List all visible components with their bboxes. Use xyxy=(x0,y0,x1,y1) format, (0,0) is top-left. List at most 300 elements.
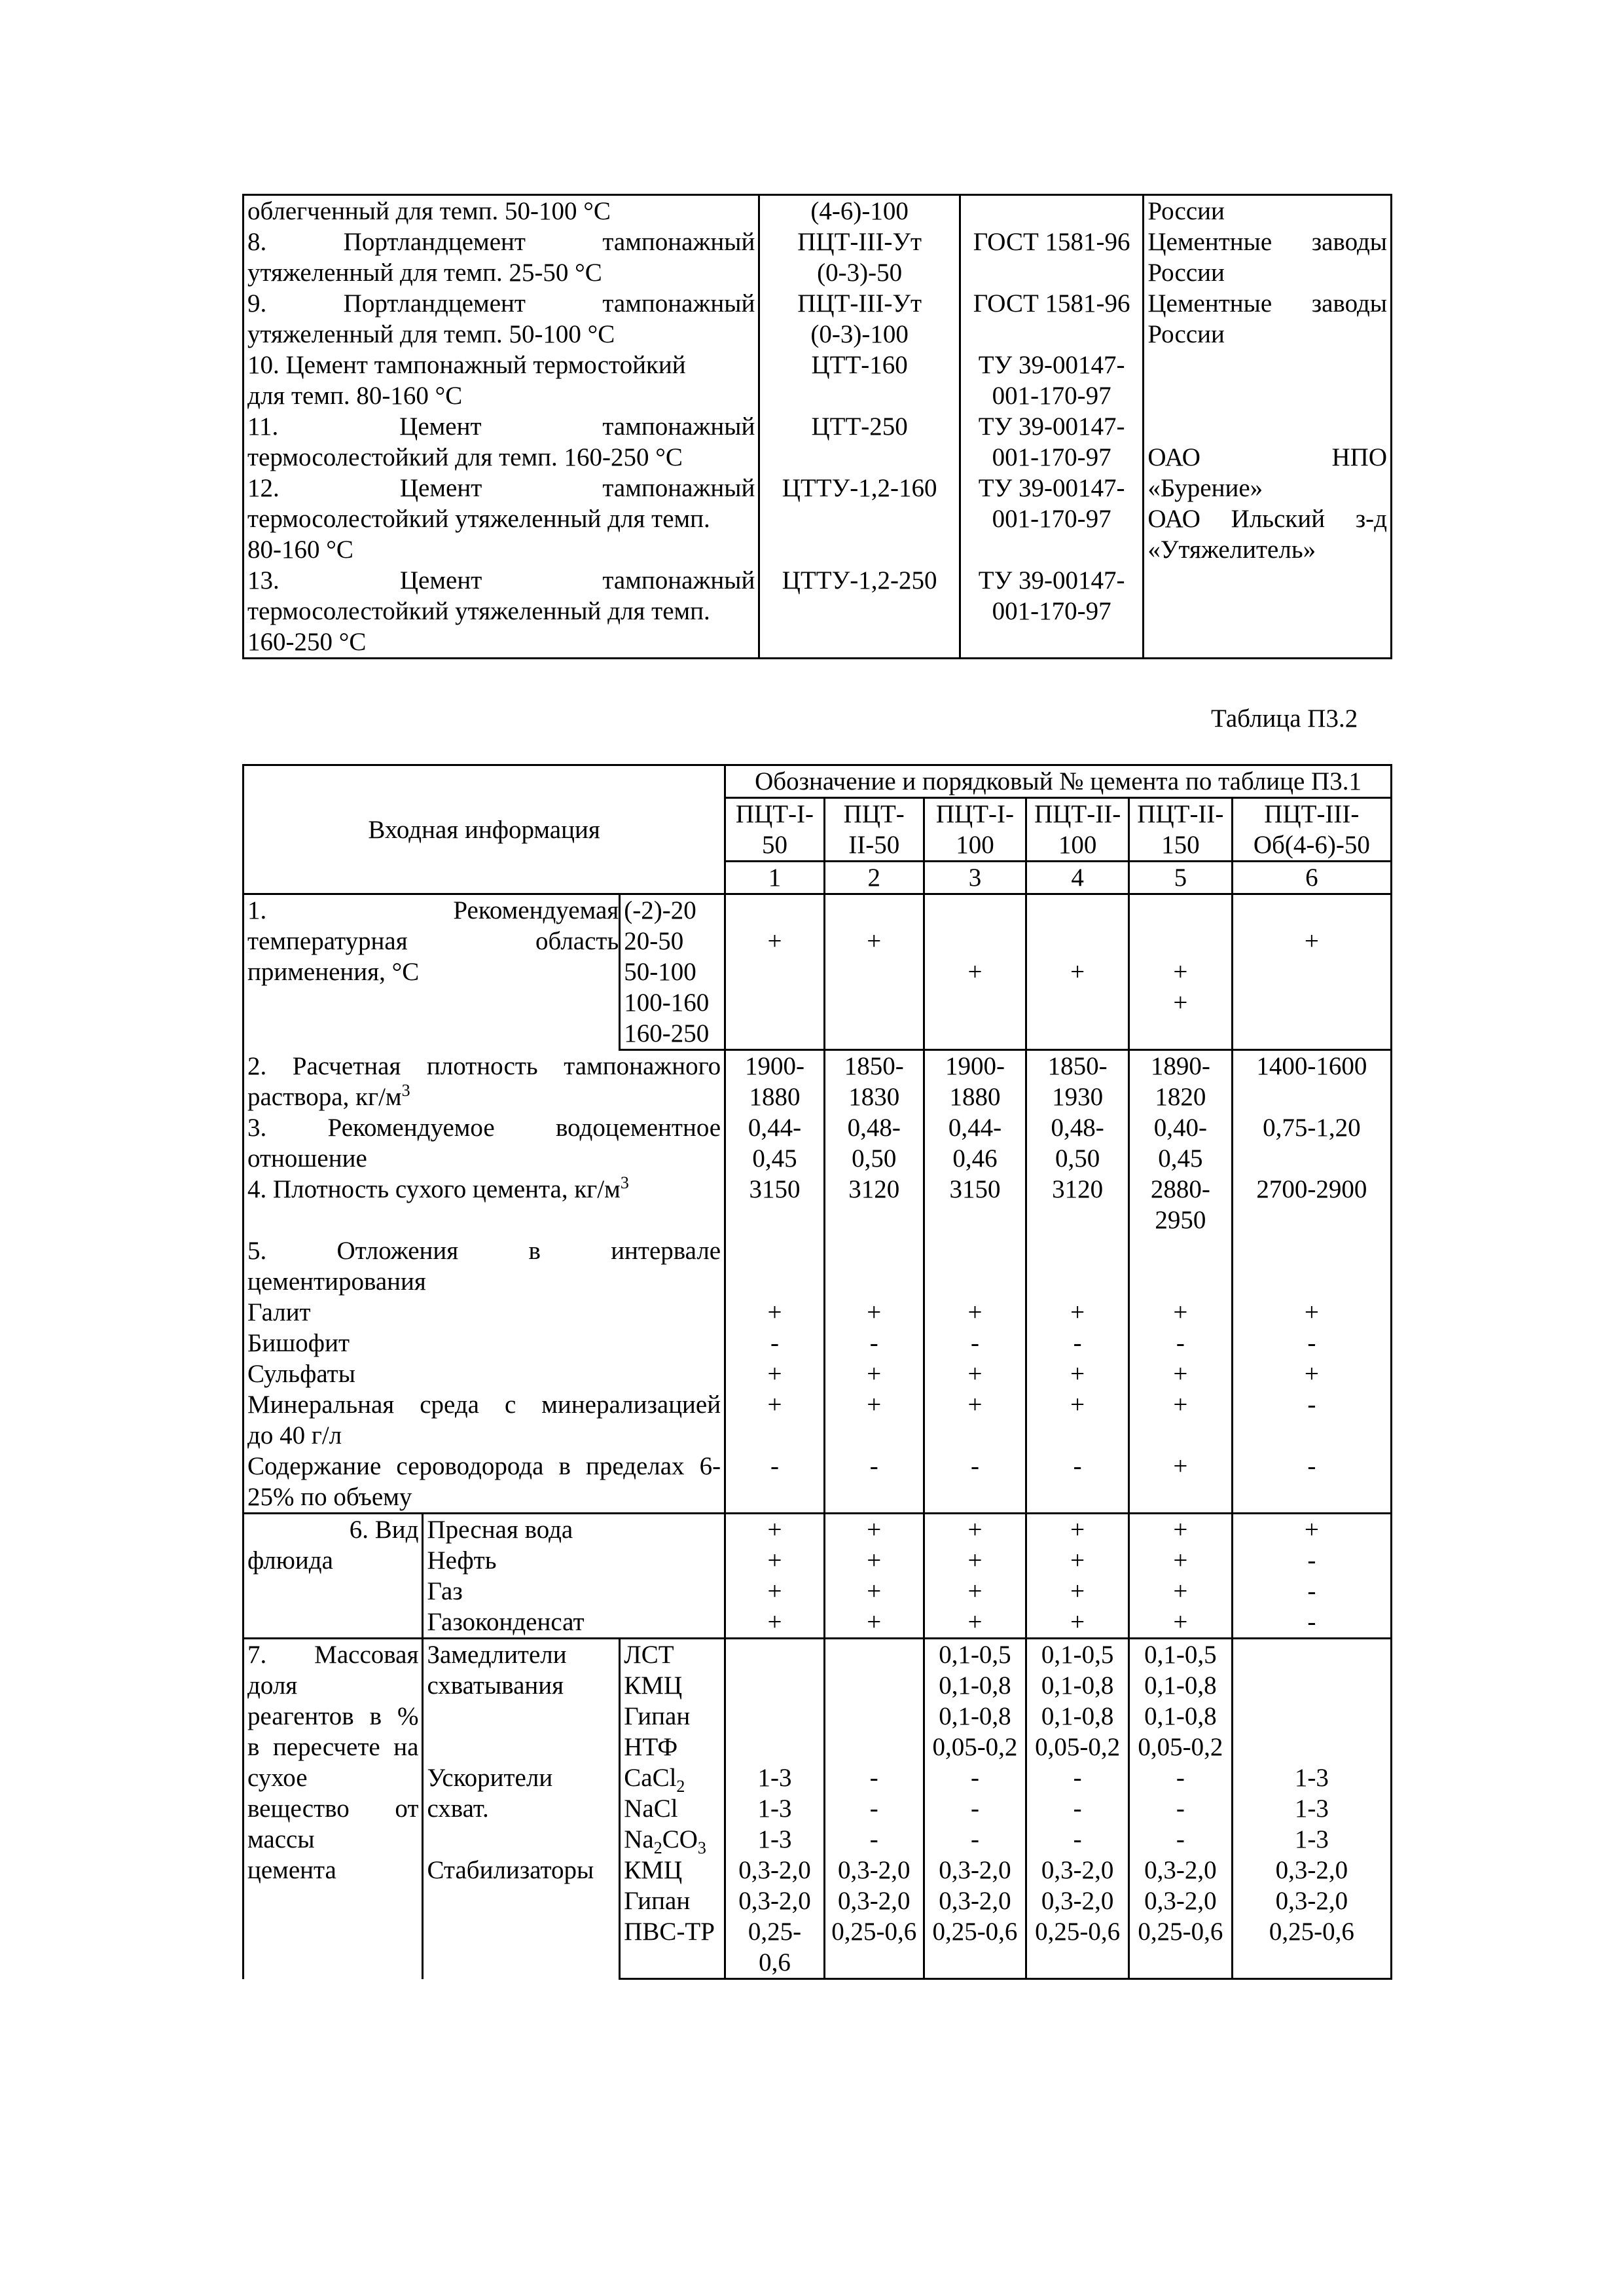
cement-header: Об(4-6)-50 xyxy=(1232,829,1391,862)
value-cell xyxy=(1026,1205,1129,1235)
subscript: 2 xyxy=(676,1776,685,1796)
cement-name: 160-250 °С xyxy=(244,627,759,659)
deposit-type xyxy=(244,1297,725,1328)
superscript: 3 xyxy=(401,1081,410,1100)
value-cell xyxy=(824,1701,924,1732)
value-cell: + xyxy=(824,1576,924,1607)
cement-header: ПЦТ- xyxy=(824,798,924,830)
subscript: 3 xyxy=(697,1838,706,1857)
value-cell xyxy=(1129,894,1233,926)
table-row xyxy=(244,1389,1392,1451)
fluid-type: Газ xyxy=(423,1576,725,1607)
value-cell xyxy=(824,894,924,926)
cement-code: ЦТТУ-1,2-250 xyxy=(759,565,960,596)
value-cell xyxy=(924,926,1026,957)
table-row xyxy=(244,627,1392,659)
value-cell: - xyxy=(1232,1545,1391,1576)
cement-maker: России xyxy=(1144,319,1392,350)
value-cell: - xyxy=(1232,1607,1391,1639)
table-row xyxy=(244,257,1392,288)
value-cell: 1-3 xyxy=(725,1762,825,1793)
value-cell: 1850- xyxy=(1026,1050,1129,1082)
value-cell: 2880- xyxy=(1129,1174,1233,1205)
cement-selection-table xyxy=(242,764,1392,1980)
table-row xyxy=(244,1174,1392,1205)
value-cell: 0,25-0,6 xyxy=(924,1916,1026,1947)
value-cell xyxy=(1232,1082,1391,1112)
value-cell: + xyxy=(725,1545,825,1576)
value-cell: + xyxy=(1232,1358,1391,1389)
cement-maker: России xyxy=(1144,257,1392,288)
value-cell: + xyxy=(725,1389,825,1451)
value-cell: 0,3-2,0 xyxy=(725,1886,825,1916)
value-cell: 1-3 xyxy=(1232,1762,1391,1793)
cement-code: ПЦТ-III-Ут xyxy=(759,227,960,257)
table-row xyxy=(244,319,1392,350)
label-line: 2. Расчетная плотность тампонажного xyxy=(247,1052,721,1080)
value-cell: 0,05-0,2 xyxy=(1129,1732,1233,1762)
value-cell: 0,40- xyxy=(1129,1112,1233,1143)
temperature-range: (-2)-20 xyxy=(620,894,725,926)
value-cell: - xyxy=(824,1451,924,1514)
label-line: применения, °С xyxy=(247,958,420,986)
value-cell xyxy=(1026,1235,1129,1297)
label-line: 3. Рекомендуемое водоцементное xyxy=(247,1114,721,1142)
cement-maker: ОАО НПО xyxy=(1144,442,1392,473)
value-cell: 1850- xyxy=(824,1050,924,1082)
cement-standard: ТУ 39-00147- xyxy=(960,350,1143,380)
value-cell: 0,3-2,0 xyxy=(824,1886,924,1916)
value-cell: 1-3 xyxy=(725,1824,825,1855)
value-cell: 0,3-2,0 xyxy=(1232,1886,1391,1916)
value-cell: 2950 xyxy=(1129,1205,1233,1235)
value-cell xyxy=(1026,894,1129,926)
input-header: Входная информация xyxy=(244,765,725,894)
value-cell: - xyxy=(824,1762,924,1793)
reagent-text: Na xyxy=(624,1825,654,1853)
group-header: Обозначение и порядковый № цемента по таблице П3.1 xyxy=(725,765,1392,798)
value-cell xyxy=(725,1732,825,1762)
cement-maker xyxy=(1144,380,1392,411)
value-cell xyxy=(725,1018,825,1050)
deposit-type xyxy=(244,1328,725,1358)
value-cell: + xyxy=(924,1358,1026,1389)
value-cell xyxy=(1232,1947,1391,1979)
cement-maker xyxy=(1144,565,1392,596)
cement-code xyxy=(759,503,960,534)
value-cell: - xyxy=(1026,1793,1129,1824)
cement-name: 11. Цемент тампонажный xyxy=(244,411,759,442)
cement-name: термосолестойкий утяжеленный для темп. xyxy=(244,503,759,534)
cement-maker xyxy=(1144,350,1392,380)
value-cell xyxy=(725,1235,825,1297)
value-cell: 3150 xyxy=(924,1174,1026,1205)
value-cell: - xyxy=(824,1793,924,1824)
temperature-range: 50-100 xyxy=(620,957,725,987)
value-cell: + xyxy=(924,1607,1026,1639)
value-cell xyxy=(725,1639,825,1671)
cement-maker xyxy=(1144,627,1392,659)
value-cell: + xyxy=(1026,1297,1129,1328)
cement-code: (0-3)-100 xyxy=(759,319,960,350)
reagent-name: КМЦ xyxy=(620,1855,725,1886)
value-cell: 0,1-0,5 xyxy=(1129,1639,1233,1671)
value-cell xyxy=(824,1205,924,1235)
cement-code: ПЦТ-III-Ут xyxy=(759,288,960,319)
cement-standard: ГОСТ 1581-96 xyxy=(960,227,1143,257)
value-cell: - xyxy=(1129,1824,1233,1855)
cement-name: утяжеленный для темп. 50-100 °С xyxy=(244,319,759,350)
value-cell xyxy=(1232,894,1391,926)
label-line: цемента xyxy=(247,1856,336,1884)
value-cell: - xyxy=(924,1793,1026,1824)
cement-name: 12. Цемент тампонажный xyxy=(244,473,759,503)
value-cell: + xyxy=(824,1389,924,1451)
cement-standard xyxy=(960,534,1143,565)
cement-standard: 001-170-97 xyxy=(960,380,1143,411)
cement-standard: 001-170-97 xyxy=(960,596,1143,627)
reagent-group xyxy=(423,1639,620,1763)
value-cell xyxy=(824,1670,924,1701)
cement-header: ПЦТ-I- xyxy=(924,798,1026,830)
reagent-name: ПВС-ТР xyxy=(620,1916,725,1947)
value-cell: - xyxy=(924,1762,1026,1793)
value-cell xyxy=(924,1018,1026,1050)
table-row xyxy=(244,534,1392,565)
value-cell: - xyxy=(924,1451,1026,1514)
label-line: 4. Плотность сухого цемента, $кг/м^3$ xyxy=(247,1173,629,1203)
label-line: отношение xyxy=(247,1144,367,1173)
value-cell: 0,1-0,8 xyxy=(1129,1701,1233,1732)
cement-standard xyxy=(960,627,1143,659)
value-cell: 0,1-0,8 xyxy=(1026,1701,1129,1732)
reagent-text: CO xyxy=(662,1825,698,1853)
value-cell: - xyxy=(1232,1389,1391,1451)
cement-header: 150 xyxy=(1129,829,1233,862)
value-cell: 2700-2900 xyxy=(1232,1174,1391,1205)
value-cell: + xyxy=(1129,1576,1233,1607)
table-row xyxy=(244,1451,1392,1514)
label-line: вещество от xyxy=(247,1795,419,1823)
table-row xyxy=(244,1328,1392,1358)
table-row xyxy=(244,1358,1392,1389)
value-cell: 0,25-0,6 xyxy=(1129,1916,1233,1947)
value-cell xyxy=(824,957,924,987)
value-cell: 0,75-1,20 xyxy=(1232,1112,1391,1143)
reagent-name: НТФ xyxy=(620,1732,725,1762)
value-cell xyxy=(1232,1205,1391,1235)
value-cell: + xyxy=(924,1297,1026,1328)
value-cell: - xyxy=(1026,1824,1129,1855)
label-line: Замедлители xyxy=(427,1641,567,1669)
table-row xyxy=(244,565,1392,596)
value-cell: 0,3-2,0 xyxy=(924,1855,1026,1886)
value-cell: + xyxy=(1026,1389,1129,1451)
cement-header: ПЦТ-III- xyxy=(1232,798,1391,830)
table-row xyxy=(244,1050,1392,1082)
value-cell xyxy=(1232,1018,1391,1050)
value-cell: 3150 xyxy=(725,1174,825,1205)
value-cell: + xyxy=(725,1358,825,1389)
label-line: Сульфаты xyxy=(247,1360,355,1388)
cement-name: термосолестойкий утяжеленный для темп. xyxy=(244,596,759,627)
value-cell xyxy=(1232,1143,1391,1174)
fluid-label xyxy=(244,1514,423,1639)
table-row xyxy=(244,350,1392,380)
cement-header: II-50 xyxy=(824,829,924,862)
value-cell xyxy=(1232,957,1391,987)
value-cell: - xyxy=(1129,1762,1233,1793)
value-cell xyxy=(1026,1018,1129,1050)
value-cell: 0,25- xyxy=(725,1916,825,1947)
fluid-type: Нефть xyxy=(423,1545,725,1576)
value-cell: + xyxy=(1129,987,1233,1018)
value-cell xyxy=(725,1670,825,1701)
cement-standard xyxy=(960,319,1143,350)
value-cell xyxy=(725,987,825,1018)
value-cell: + xyxy=(1129,1451,1233,1514)
value-cell: 0,25-0,6 xyxy=(1026,1916,1129,1947)
value-cell: 1900- xyxy=(924,1050,1026,1082)
value-cell xyxy=(924,987,1026,1018)
label-line: доля xyxy=(247,1671,298,1700)
value-cell: + xyxy=(725,1576,825,1607)
value-cell xyxy=(824,1018,924,1050)
value-cell: 1400-1600 xyxy=(1232,1050,1391,1082)
value-cell: 0,50 xyxy=(824,1143,924,1174)
value-cell: 1-3 xyxy=(725,1793,825,1824)
label-line: 1. Рекомендуемая xyxy=(247,896,619,924)
cement-standard: ТУ 39-00147- xyxy=(960,411,1143,442)
label-line: Стабилизаторы xyxy=(427,1856,594,1884)
value-cell: 1880 xyxy=(725,1082,825,1112)
cement-code: ЦТТ-250 xyxy=(759,411,960,442)
value-cell: + xyxy=(725,1514,825,1546)
label-line: Ускорители xyxy=(427,1764,553,1792)
value-cell: 1820 xyxy=(1129,1082,1233,1112)
value-cell: - xyxy=(1026,1762,1129,1793)
cement-number: 3 xyxy=(924,862,1026,894)
table-row xyxy=(244,894,1392,926)
value-cell: 3120 xyxy=(1026,1174,1129,1205)
cement-header: 100 xyxy=(924,829,1026,862)
table-row xyxy=(244,596,1392,627)
cement-code: ЦТТ-160 xyxy=(759,350,960,380)
subscript: 2 xyxy=(653,1838,662,1857)
value-cell xyxy=(1129,1947,1233,1979)
value-cell: + xyxy=(1026,1545,1129,1576)
cement-code xyxy=(759,442,960,473)
cement-name: 8. Портландцемент тампонажный xyxy=(244,227,759,257)
cement-maker: ОАО Ильский з-д xyxy=(1144,503,1392,534)
cement-standard xyxy=(960,257,1143,288)
value-cell xyxy=(1026,1947,1129,1979)
value-cell: 0,3-2,0 xyxy=(1232,1855,1391,1886)
label-line: массы xyxy=(247,1825,315,1853)
value-cell: - xyxy=(1129,1793,1233,1824)
table-row xyxy=(244,503,1392,534)
cement-code: (4-6)-100 xyxy=(759,195,960,227)
value-cell xyxy=(1026,987,1129,1018)
value-cell xyxy=(1232,1732,1391,1762)
value-cell: + xyxy=(1129,1297,1233,1328)
cement-name: 10. Цемент тампонажный термостойкий xyxy=(244,350,759,380)
value-cell: + xyxy=(1232,926,1391,957)
value-cell: 0,3-2,0 xyxy=(1026,1886,1129,1916)
value-cell: - xyxy=(924,1328,1026,1358)
cement-name: 9. Портландцемент тампонажный xyxy=(244,288,759,319)
cement-name: облегченный для темп. 50-100 °С xyxy=(244,195,759,227)
value-cell: 0,1-0,5 xyxy=(924,1639,1026,1671)
fluid-type: Пресная вода xyxy=(423,1514,725,1546)
label-line: 6. Вид xyxy=(349,1516,419,1544)
value-cell: + xyxy=(1129,1514,1233,1546)
value-cell: 0,05-0,2 xyxy=(924,1732,1026,1762)
value-cell: 1900- xyxy=(725,1050,825,1082)
value-cell: + xyxy=(1026,1514,1129,1546)
value-cell: + xyxy=(924,1389,1026,1451)
value-cell: + xyxy=(1129,1358,1233,1389)
value-cell: 0,46 xyxy=(924,1143,1026,1174)
value-cell: 0,48- xyxy=(1026,1112,1129,1143)
value-cell xyxy=(1232,1235,1391,1297)
table-row xyxy=(244,288,1392,319)
value-cell: + xyxy=(824,1358,924,1389)
cement-header: ПЦТ-II- xyxy=(1026,798,1129,830)
value-cell xyxy=(725,894,825,926)
value-cell: 0,45 xyxy=(1129,1143,1233,1174)
cement-code xyxy=(759,596,960,627)
value-cell: - xyxy=(725,1451,825,1514)
cement-code xyxy=(759,534,960,565)
table-row xyxy=(244,411,1392,442)
value-cell: 0,1-0,8 xyxy=(924,1670,1026,1701)
cement-name: термосолестойкий для темп. 160-250 °С xyxy=(244,442,759,473)
value-cell: - xyxy=(1026,1451,1129,1514)
table-row xyxy=(244,380,1392,411)
cement-maker: «Утяжелитель» xyxy=(1144,534,1392,565)
value-cell: + xyxy=(1232,1514,1391,1546)
label-line: в пересчете на xyxy=(247,1733,419,1761)
cement-header: 50 xyxy=(725,829,825,862)
value-cell: + xyxy=(924,957,1026,987)
label-line: 7. Массовая xyxy=(247,1641,419,1669)
value-cell: + xyxy=(824,1297,924,1328)
value-cell: - xyxy=(1232,1451,1391,1514)
value-cell xyxy=(824,1732,924,1762)
reagent-group xyxy=(423,1855,620,1979)
value-cell: 0,05-0,2 xyxy=(1026,1732,1129,1762)
deposit-type xyxy=(244,1358,725,1389)
table-row xyxy=(244,1112,1392,1143)
value-cell: 0,3-2,0 xyxy=(1129,1886,1233,1916)
value-cell: 0,45 xyxy=(725,1143,825,1174)
table-row xyxy=(244,473,1392,503)
cement-standard: 001-170-97 xyxy=(960,442,1143,473)
value-cell: 1-3 xyxy=(1232,1793,1391,1824)
label-line: Содержание сероводорода в пределах 6- xyxy=(247,1452,721,1480)
value-cell: 0,50 xyxy=(1026,1143,1129,1174)
value-cell: + xyxy=(1026,1358,1129,1389)
label-line: сухое xyxy=(247,1764,308,1792)
reagent-name: КМЦ xyxy=(620,1670,725,1701)
table-row xyxy=(244,1514,1392,1546)
mass-fraction-label xyxy=(244,1639,423,1979)
label-line: реагентов в % xyxy=(247,1702,419,1730)
label-line: до 40 г/л xyxy=(247,1421,342,1449)
reagent-name: Гипан xyxy=(620,1886,725,1916)
value-cell: - xyxy=(1026,1328,1129,1358)
value-cell: + xyxy=(924,1545,1026,1576)
fluid-type: Газоконденсат xyxy=(423,1607,725,1639)
value-cell: 1880 xyxy=(924,1082,1026,1112)
cement-number: 6 xyxy=(1232,862,1391,894)
value-cell: + xyxy=(1026,1576,1129,1607)
table-caption: Таблица П3.2 xyxy=(1211,704,1358,733)
value-cell xyxy=(1129,926,1233,957)
cement-maker xyxy=(1144,411,1392,442)
cement-maker: «Бурение» xyxy=(1144,473,1392,503)
value-cell: + xyxy=(725,1607,825,1639)
cement-name: для темп. 80-160 °С xyxy=(244,380,759,411)
value-cell xyxy=(1232,1639,1391,1671)
value-cell: - xyxy=(824,1824,924,1855)
value-cell: 0,3-2,0 xyxy=(725,1855,825,1886)
reagent-name xyxy=(620,1947,725,1979)
value-cell: 0,48- xyxy=(824,1112,924,1143)
value-cell xyxy=(924,1205,1026,1235)
value-cell xyxy=(824,987,924,1018)
value-cell xyxy=(824,1235,924,1297)
value-cell: - xyxy=(824,1328,924,1358)
label-line: схват. xyxy=(427,1795,489,1823)
cement-maker xyxy=(1144,596,1392,627)
cement-code: (0-3)-50 xyxy=(759,257,960,288)
value-cell xyxy=(725,1205,825,1235)
value-cell: + xyxy=(824,926,924,957)
value-cell: 0,1-0,8 xyxy=(1026,1670,1129,1701)
value-cell: 1930 xyxy=(1026,1082,1129,1112)
reagent-name: ЛСТ xyxy=(620,1639,725,1671)
value-cell xyxy=(1232,987,1391,1018)
reagent-text: CaCl xyxy=(624,1764,677,1792)
value-cell xyxy=(725,1701,825,1732)
cement-name: утяжеленный для темп. 25-50 °С xyxy=(244,257,759,288)
reagent-name: Гипан xyxy=(620,1701,725,1732)
value-cell: + xyxy=(1026,957,1129,987)
value-cell: 1890- xyxy=(1129,1050,1233,1082)
value-cell: 0,3-2,0 xyxy=(1026,1855,1129,1886)
label-line: температурная область xyxy=(247,927,619,955)
value-cell: + xyxy=(1129,957,1233,987)
cement-name: 13. Цемент тампонажный xyxy=(244,565,759,596)
label-line: 25% по объему xyxy=(247,1483,412,1511)
dry-density-label xyxy=(244,1174,725,1235)
label-line: Минеральная среда с минерализацией xyxy=(247,1391,721,1419)
reagent-name xyxy=(620,1824,725,1855)
cement-header: 100 xyxy=(1026,829,1129,862)
value-cell: + xyxy=(924,1514,1026,1546)
wc-ratio-label xyxy=(244,1112,725,1174)
label-line: схватывания xyxy=(427,1671,564,1700)
density-label xyxy=(244,1050,725,1113)
cement-code xyxy=(759,380,960,411)
value-cell: 0,6 xyxy=(725,1947,825,1979)
label-line: Галит xyxy=(247,1298,311,1326)
value-cell: + xyxy=(1232,1297,1391,1328)
value-cell xyxy=(1129,1235,1233,1297)
value-cell: + xyxy=(824,1514,924,1546)
